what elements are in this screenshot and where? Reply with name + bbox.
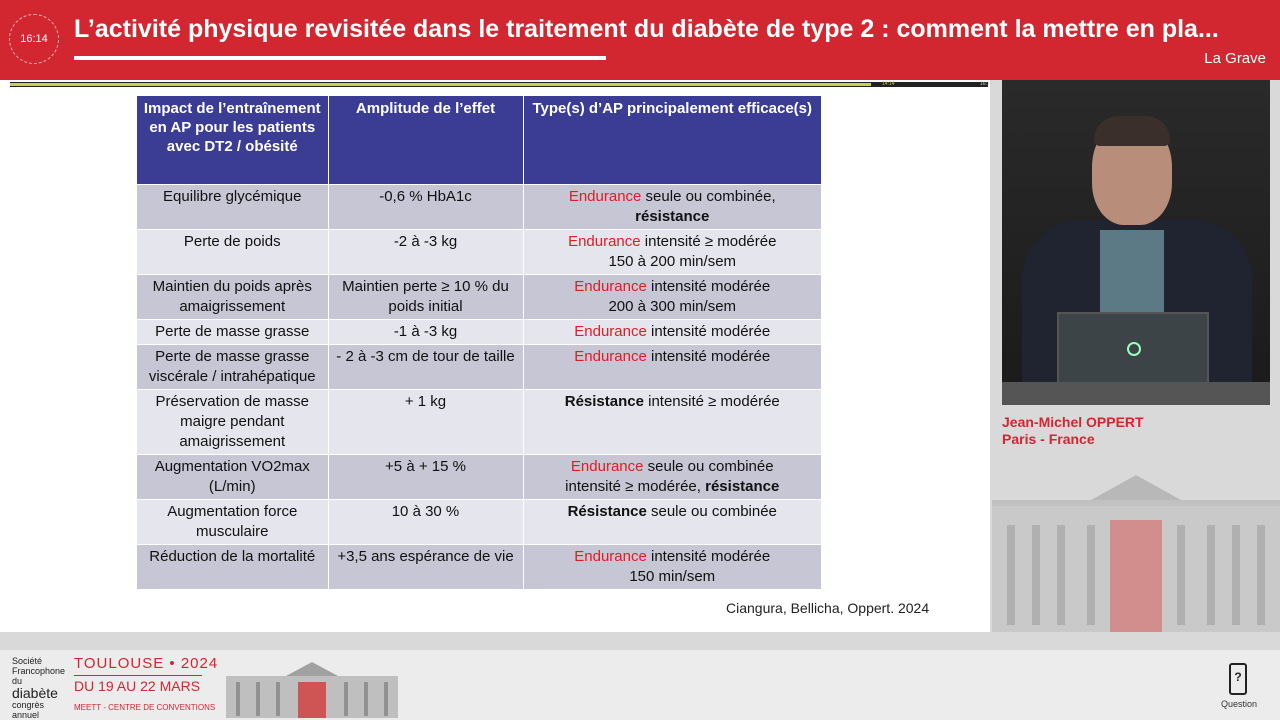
cell-impact: Augmentation force musculaire [137, 499, 328, 544]
cell-type-segment: intensité ≥ modérée [643, 392, 780, 410]
table-row [137, 229, 821, 274]
phone-question-icon: ? [1229, 663, 1247, 695]
table-row [137, 454, 821, 499]
speaker-info [1002, 414, 1144, 448]
page-title: L’activité physique revisitée dans le traitement du diabète de type 2 : comment la mettre en pla... [74, 15, 1219, 43]
table-row [137, 544, 821, 589]
cell-amplitude: -0,6 % HbA1c [328, 184, 523, 229]
cell-impact: Maintien du poids après amaigrissement [137, 274, 328, 319]
cell-amplitude: -2 à -3 kg [328, 229, 523, 274]
table-row [137, 389, 821, 454]
cell-type-segment: Endurance [574, 322, 647, 340]
cell-type-segment: intensité ≥ modérée, [565, 477, 706, 495]
table-row [137, 184, 821, 229]
cell-type-segment: Endurance [574, 547, 647, 565]
cell-amplitude: 10 à 30 % [328, 499, 523, 544]
question-label: Question [1220, 699, 1258, 709]
cell-impact: Réduction de la mortalité [137, 544, 328, 589]
capitole-building-illustration [992, 455, 1280, 632]
citation: Ciangura, Bellicha, Oppert. 2024 [726, 600, 930, 616]
cell-type-segment: seule ou combinée [643, 457, 774, 475]
org-line: Société [12, 656, 43, 666]
event-city: TOULOUSE • 2024 [74, 655, 219, 672]
cell-amplitude: + 1 kg [328, 389, 523, 454]
org-line: Francophone [12, 666, 66, 676]
cell-type-segment: intensité modérée [646, 322, 771, 340]
org-line: diabète [12, 685, 58, 701]
cell-type-segment: Endurance [574, 347, 647, 365]
laptop-logo-icon [1127, 342, 1141, 356]
cell-impact: Perte de masse grasse viscérale / intrahépatique [137, 344, 328, 389]
cell-impact: Perte de masse grasse [137, 319, 328, 344]
cell-impact: Perte de poids [137, 229, 328, 274]
cell-type-segment: intensité ≥ modérée [640, 232, 777, 250]
cell-amplitude: - 2 à -3 cm de tour de taille [328, 344, 523, 389]
cell-impact: Augmentation VO2max (L/min) [137, 454, 328, 499]
cell-type [523, 274, 821, 319]
cell-type-segment: seule ou combinée, [641, 187, 776, 205]
progress-time-total: 16:14 [980, 81, 993, 87]
cell-type [523, 344, 821, 389]
cell-amplitude: -1 à -3 kg [328, 319, 523, 344]
laptop [1057, 312, 1209, 390]
footer-building-illustration [226, 658, 398, 718]
header-bar [0, 0, 1280, 80]
org-line: annuel [12, 710, 40, 720]
cell-type [523, 499, 821, 544]
speaker-video[interactable] [1002, 80, 1270, 405]
speaker-name: Jean-Michel OPPERT [1002, 414, 1144, 430]
org-line: du [12, 676, 23, 686]
city-name: TOULOUSE [74, 655, 165, 672]
cell-type-segment: Endurance [568, 187, 642, 205]
data-table [137, 96, 821, 589]
cell-type-segment: résistance [635, 207, 710, 225]
clock: 16:14 [9, 14, 59, 64]
cell-type [523, 544, 821, 589]
org-line: congrès [12, 700, 45, 710]
cell-type-segment: résistance [705, 477, 780, 495]
event-venue: MEETT - CENTRE DE CONVENTIONS [74, 703, 216, 712]
table-row [137, 499, 821, 544]
dates-divider [74, 675, 202, 676]
cell-type-segment: 150 min/sem [629, 567, 716, 585]
event-dates: DU 19 AU 22 MARS [74, 678, 201, 694]
cell-type [523, 184, 821, 229]
event-year: 2024 [180, 655, 219, 672]
cell-amplitude: Maintien perte ≥ 10 % du poids initial [328, 274, 523, 319]
speaker-location: Paris - France [1002, 431, 1095, 447]
cell-type-segment: seule ou combinée [646, 502, 777, 520]
cell-type-segment: Endurance [568, 232, 641, 250]
header-type: Type(s) d’AP principalement efficace(s) [523, 96, 821, 184]
cell-type-segment: intensité modérée [646, 547, 771, 565]
cell-impact: Equilibre glycémique [137, 184, 328, 229]
cell-type-segment: Endurance [570, 457, 644, 475]
cell-type-segment: Endurance [574, 277, 647, 295]
progress-time-current: 14:14 [882, 81, 895, 87]
cell-impact: Préservation de masse maigre pendant amaigrissement [137, 389, 328, 454]
sfd-logo [12, 656, 65, 720]
cell-type-segment: Résistance [567, 502, 647, 520]
header-amplitude: Amplitude de l’effet [328, 96, 523, 184]
table-row [137, 319, 821, 344]
cell-type-segment: 150 à 200 min/sem [608, 252, 737, 270]
cell-type-segment: 200 à 300 min/sem [608, 297, 737, 315]
table-row [137, 274, 821, 319]
cell-type-segment: intensité modérée [646, 277, 771, 295]
cell-amplitude: +5 à + 15 % [328, 454, 523, 499]
cell-type [523, 454, 821, 499]
video-progress-bar[interactable] [10, 81, 993, 87]
header-impact: Impact de l’entraînement en AP pour les patients avec DT2 / obésité [137, 96, 328, 184]
question-button[interactable] [1214, 662, 1264, 717]
podium [1002, 382, 1270, 405]
progress-fill [10, 83, 871, 86]
speaker-hair [1094, 116, 1170, 146]
cell-type [523, 319, 821, 344]
cell-type-segment: intensité modérée [646, 347, 771, 365]
cell-type [523, 229, 821, 274]
title-underline [74, 56, 606, 60]
cell-type [523, 389, 821, 454]
cell-type-segment: Résistance [564, 392, 644, 410]
table-row [137, 344, 821, 389]
cell-amplitude: +3,5 ans espérance de vie [328, 544, 523, 589]
speaker-header: La Grave [1204, 50, 1266, 67]
